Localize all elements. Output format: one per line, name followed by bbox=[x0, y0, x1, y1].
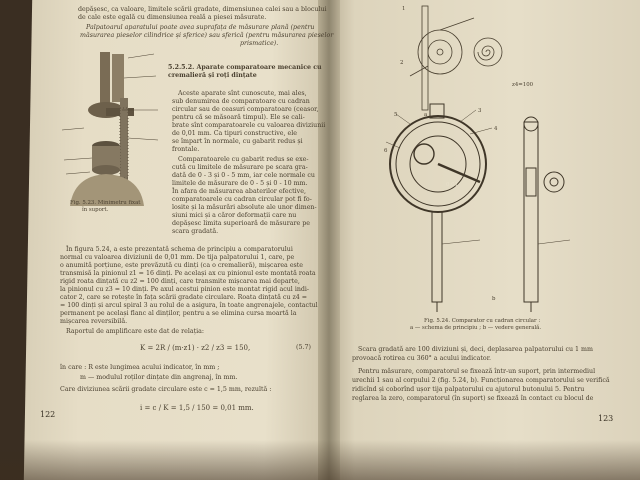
body-line: = 100 dinți și arcul spiral 3 au rolul de a asigura, în toate angrenajele, contactul bbox=[60, 302, 318, 309]
body-line: normal cu valoarea diviziunii de 0,01 mm. De tija palpatorului 1, care, pe bbox=[60, 254, 295, 261]
right-figure-caption-1: a — schema de principiu ; b — vedere generală. bbox=[410, 325, 542, 331]
column-line: În afara de măsurarea abaterilor efective, bbox=[172, 188, 306, 195]
body-line: cator 2, care se rotește în fața scării gradate circulare. Roata dințată cu z4 = bbox=[60, 294, 308, 301]
column-line: losite și la măsurări absolute ale unor dimen- bbox=[172, 204, 317, 211]
legend-line-2: Care diviziunea scării gradate circulare este c = 1,5 mm, rezultă : bbox=[60, 386, 272, 393]
body-line: permanent pe același flanc al dinților, pentru a se elimina cursa moartă la bbox=[60, 310, 297, 317]
column-line: Aceste aparate sînt cunoscute, mai ales, bbox=[178, 90, 307, 97]
section-title: 5.2.5.2. Aparate comparatoare mecanice cu cremalieră și roți dințate bbox=[168, 64, 322, 79]
schematic-diagram-a bbox=[400, 6, 550, 116]
column-line: Comparatoarele cu gabarit redus se exe- bbox=[178, 156, 309, 163]
column-line: dată de 0 - 3 și 0 - 5 mm, iar cele normale cu bbox=[172, 172, 315, 179]
bottom-shadow bbox=[0, 440, 640, 480]
column-line: circular sau de ceasuri comparatoare (ceasor, bbox=[172, 106, 319, 113]
label-3: 3 bbox=[478, 108, 482, 114]
body-line: provoacă rotirea cu 360° a acului indicator. bbox=[352, 355, 492, 362]
formula-division: i = c / K = 1,5 / 150 = 0,01 mm. bbox=[140, 404, 254, 412]
formula-amplification: K = 2R / (m·z1) · z2 / z3 = 150, bbox=[140, 344, 251, 352]
column-line: se împart în normale, cu gabarit redus și bbox=[172, 138, 303, 145]
label-1: 1 bbox=[402, 6, 406, 12]
label-5: 5 bbox=[394, 112, 398, 118]
minimeter-figure bbox=[62, 48, 162, 208]
left-top-line-2: Palpatoarul aparatului poate avea suprafața de măsurare plană (pentru bbox=[86, 24, 315, 31]
left-top-line-4: prismatice). bbox=[240, 40, 279, 47]
column-line: scara gradată. bbox=[172, 228, 219, 235]
body-line: la pinionul cu z3 = 10 dinți. Pe axul acestui pinion este montat rigid acul indi- bbox=[60, 286, 310, 293]
left-top-line-1: de cale este egală cu dimensiunea reală a piesei măsurate. bbox=[78, 14, 267, 21]
left-top-line-3: măsurarea pieselor cilindrice și sferice) sau sferică (pentru măsurarea pieselor bbox=[80, 32, 334, 39]
column-line: sub denumirea de comparatoare cu cadran bbox=[172, 98, 310, 105]
right-figure-caption-0: Fig. 5.24. Comparator cu cadran circular : bbox=[424, 318, 541, 324]
column-line: brate sînt comparatoarele cu valoarea diviziunii bbox=[172, 122, 326, 129]
column-line: frontale. bbox=[172, 146, 200, 153]
left-figure-caption-1: în suport. bbox=[82, 207, 109, 213]
legend-line-0: în care : R este lungimea acului indicator, în mm ; bbox=[60, 364, 220, 371]
body-line: Raportul de amplificare este dat de relația: bbox=[66, 328, 205, 335]
column-line: siuni mici și a căror deformații care nu bbox=[172, 212, 297, 219]
column-line: limitele de măsurare de 0 - 5 și 0 - 10 mm. bbox=[172, 180, 308, 187]
page-number-right: 123 bbox=[598, 414, 614, 423]
label-b: b bbox=[492, 296, 496, 302]
column-line: cută cu limitele de măsurare pe scara gra- bbox=[172, 164, 308, 171]
column-line: depășesc limita superioară de măsurare pe bbox=[172, 220, 310, 227]
comparator-diagram-b bbox=[380, 104, 600, 314]
dial-reading: 0.01 bbox=[446, 182, 459, 188]
column-line: pentru că se măsoară timpul). Ele se cali- bbox=[172, 114, 305, 121]
body-line: Scara gradată are 100 diviziuni și, deci, deplasarea palpatorului cu 1 mm bbox=[358, 346, 593, 353]
body-line: Pentru măsurare, comparatorul se fixează într-un suport, prin intermediul bbox=[358, 368, 596, 375]
column-line: comparatoarele cu cadran circular pot fi fo- bbox=[172, 196, 312, 203]
legend-line-1: m — modulul roților dințate din angrenaj, în mm. bbox=[80, 374, 238, 381]
page-number-left: 122 bbox=[40, 410, 56, 419]
label-2: 2 bbox=[400, 60, 404, 66]
body-line: În figura 5.24, a este prezentată schema de principiu a comparatorului bbox=[66, 246, 293, 253]
body-line: urechii 1 sau al corpului 2 (fig. 5.24, b). Funcționarea comparatorului se verifică bbox=[352, 377, 610, 384]
left-top-line-0: depășesc, ca valoare, limitele scării gradate, dimensiunea calei sau a blocului bbox=[78, 6, 327, 13]
body-line: transmisă la pinionul z1 = 16 dinți. Pe același ax cu pinionul este montată roata bbox=[60, 270, 316, 277]
body-line: o anumită porțiune, este prevăzută cu dinți (ca o cremalieră), mișcarea este bbox=[60, 262, 304, 269]
body-line: rigid roata dințată cu z2 = 100 dinți, care transmite mișcarea mai departe, bbox=[60, 278, 300, 285]
body-line: reglarea la zero, comparatorul (în suport) se fixează în contact cu blocul de bbox=[352, 395, 594, 402]
label-6: 6 bbox=[384, 148, 388, 154]
label-a: a bbox=[424, 112, 428, 118]
body-line: ridicînd și coborînd ușor tija palpatorului cu ajutorul butonului 5. Pentru bbox=[352, 386, 585, 393]
column-line: de 0,01 mm. Ca tipuri constructive, ele bbox=[172, 130, 297, 137]
body-line: mișcarea reversibilă. bbox=[60, 318, 128, 325]
label-4: 4 bbox=[494, 126, 498, 132]
formula-number: (5.7) bbox=[296, 344, 311, 351]
label-z4: z4=100 bbox=[512, 82, 534, 88]
left-figure-caption-0: Fig. 5.23. Minimetru fixat bbox=[70, 200, 141, 206]
